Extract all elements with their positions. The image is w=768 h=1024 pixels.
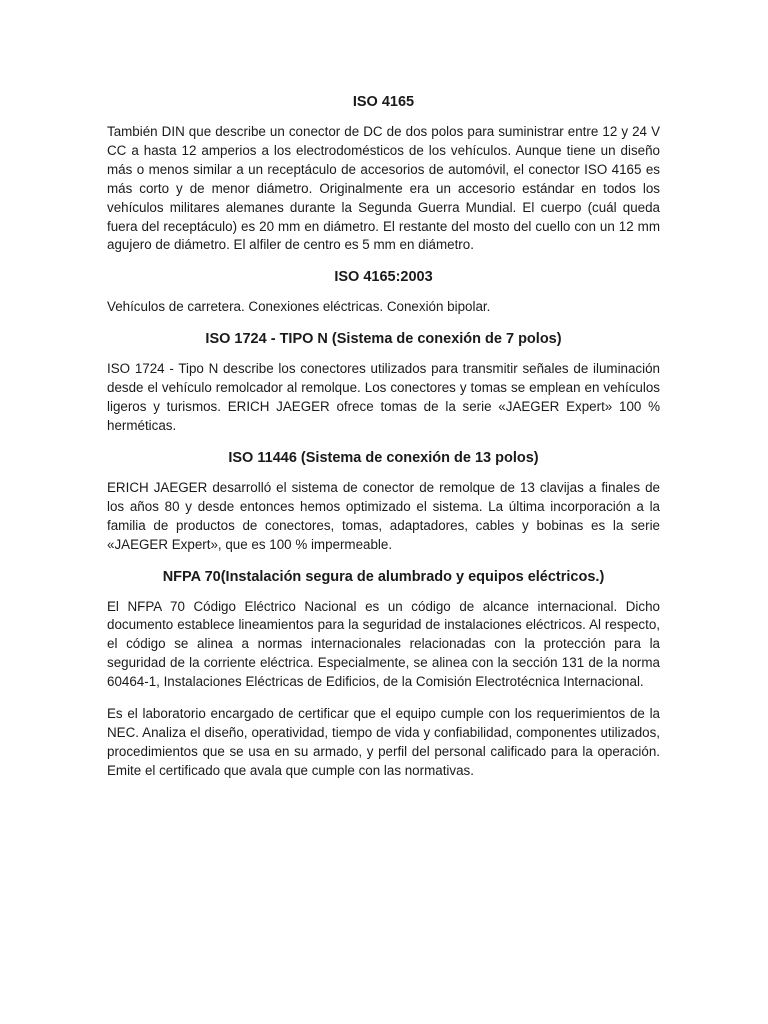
- section-title-iso-11446: ISO 11446 (Sistema de conexión de 13 polos): [228, 449, 539, 466]
- section-paragraph: ERICH JAEGER desarrolló el sistema de conector de remolque de 13 clavijas a finales de los años 80 y desde entonces hemos optimizado el sistema. La última incorporación a la familia de productos de conectores, tomas, adaptadores, cables y bobinas es la serie «JAEGER Expert», que es 100 % impermeable.: [107, 479, 660, 552]
- section-title-nfpa-70: NFPA 70(Instalación segura de alumbrado y equipos eléctricos.): [162, 568, 605, 585]
- section-title-iso-4165-2003: ISO 4165:2003: [334, 269, 433, 286]
- section-paragraph: ISO 1724 - Tipo N describe los conectores utilizados para transmitir señales de iluminación desde el vehículo remolcador al remolque. Los conectores y tomas se emplean en vehículos ligeros y turismos. ERICH JAEGER ofrece tomas de la serie «JAEGER Expert» 100 % herméticas.: [107, 361, 660, 433]
- section-paragraph: El NFPA 70 Código Eléctrico Nacional es un código de alcance internacional. Dicho documento establece lineamientos para la seguridad de instalaciones eléctricos. Al respecto, el código se alinea a normas internacionales relacionadas con la protección para la seguridad de la corriente eléctrica. Especialmente, se alinea con la sección 131 de la norma 60464-1, Instalaciones Eléctricas de Edificios, de la Comisión Electrotécnica Internacional.: [107, 598, 660, 690]
- section-paragraph: Vehículos de carretera. Conexiones eléctricas. Conexión bipolar.: [107, 299, 491, 315]
- section-title-iso-1724: ISO 1724 - TIPO N (Sistema de conexión de 7 polos): [205, 331, 562, 348]
- document-page: [107, 93, 660, 794]
- section-paragraph: Es el laboratorio encargado de certificar que el equipo cumple con los requerimientos de la NEC. Analiza el diseño, operatividad, tiempo de vida y confiabilidad, componentes utilizados, procedimientos que se usa en su armado, y perfil del personal calificado para la operación. Emite el certificado que avala que cumple con las normativas.: [107, 706, 660, 778]
- section-title-iso-4165: ISO 4165: [352, 94, 415, 110]
- section-paragraph: También DIN que describe un conector de DC de dos polos para suministrar entre 12 y 24 V CC a hasta 12 amperios a los electrodomésticos de los vehículos. Aunque tiene un diseño más o menos similar a un receptáculo de accesorios de automóvil, el conector ISO 4165 es más corto y de menor diámetro. Originalmente era un accesorio estándar en todos los vehículos militares alemanes durante la Segunda Guerra Mundial. El cuerpo (cuál queda fuera del receptáculo) es 20 mm en diámetro. El restante del mosto del cuello con un 12 mm agujero de diámetro. El alfiler de centro es 5 mm en diámetro.: [107, 124, 660, 253]
